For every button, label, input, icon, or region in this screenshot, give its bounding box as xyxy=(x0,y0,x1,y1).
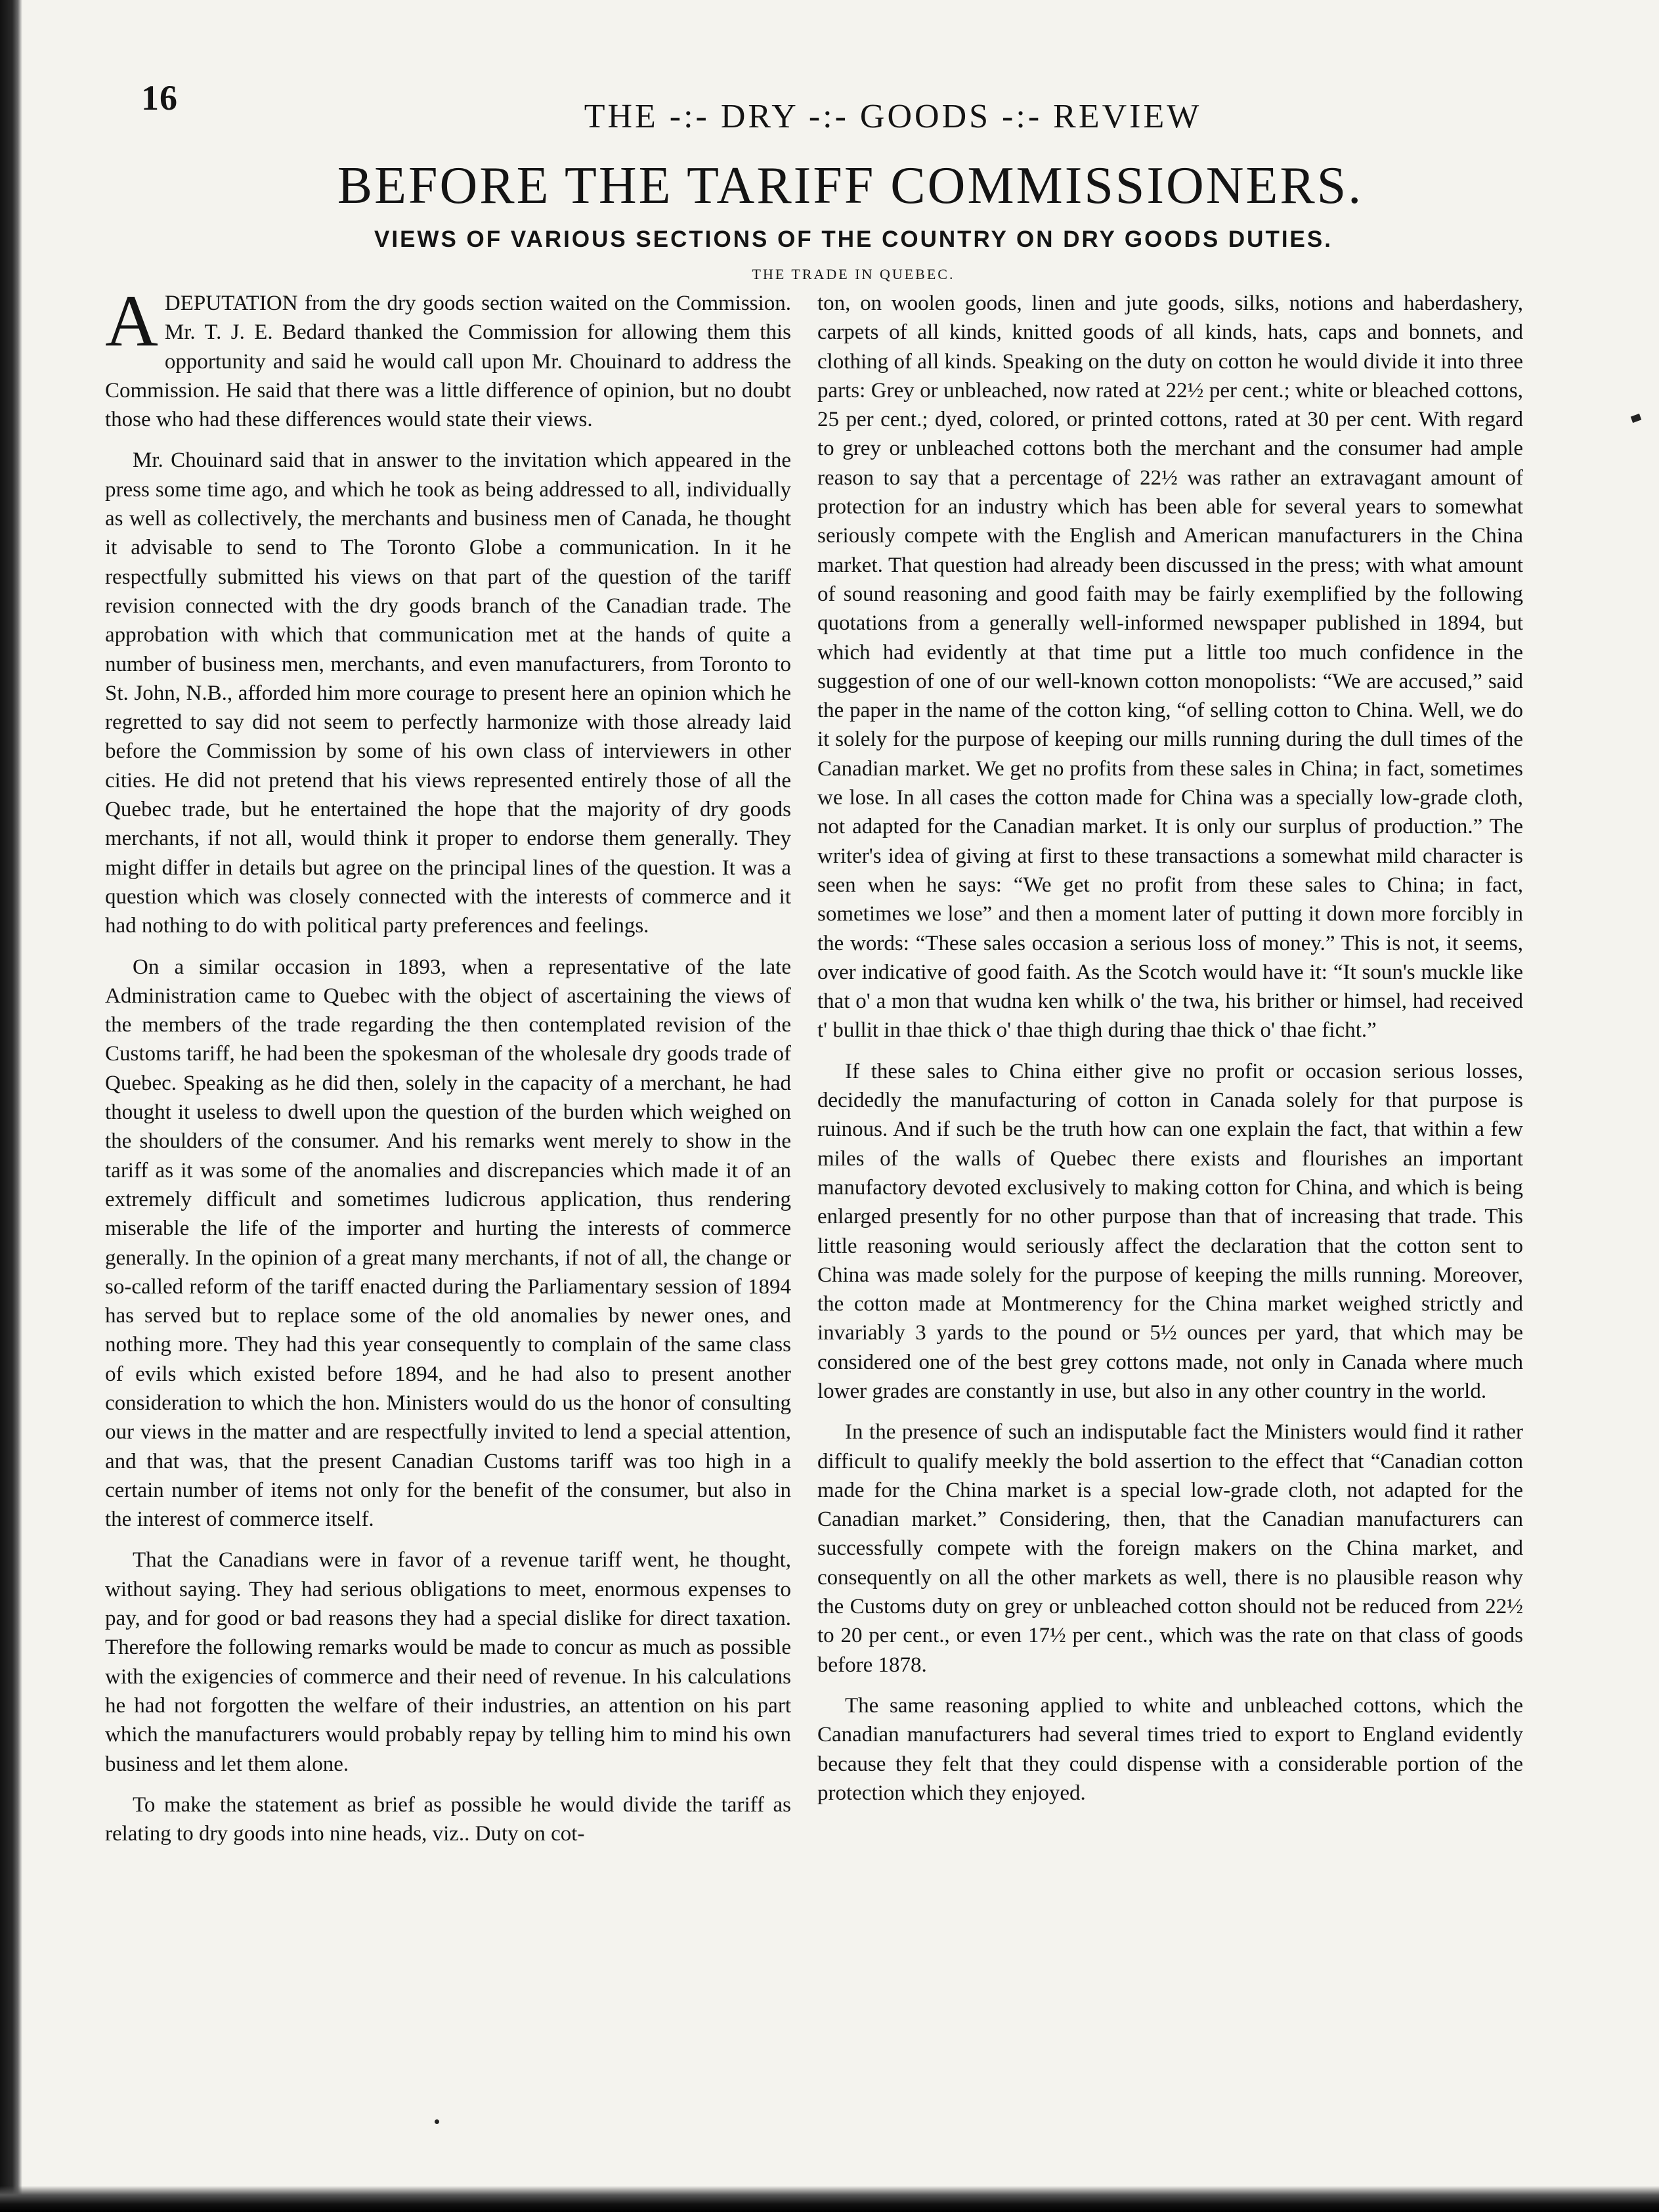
scan-speck xyxy=(1631,414,1642,423)
paragraph-1-text: DEPUTATION from the dry goods section waited on the Commission. Mr. T. J. E. Bedard thanked the Commission for allowing them this opportunity and said he would call upon Mr. Chouinard to address the Commission. He said that there was a little difference of opinion, but no doubt those who had these differences would state their views. xyxy=(105,292,791,432)
paragraph-3: On a similar occasion in 1893, when a representative of the late Administration came to Quebec with the object of ascertaining the views of the members of the trade regarding the then contemplated revision of the Customs tariff, he had been the spokesman of the wholesale dry goods trade of Quebec. Speaking as he did then, solely in the capacity of a merchant, he had thought it useless to dwell upon the question of the burden which weighed on the shoulders of the consumer. And his remarks went merely to show in the tariff as it was some of the anomalies and discrepancies which made it of an extremely difficult and sometimes ludicrous application, thus rendering miserable the life of the importer and hurting the interests of commerce generally. In the opinion of a great many merchants, if not of all, the change or so-called reform of the tariff enacted during the Parliamentary session of 1894 has served but to replace some of the old anomalies by newer ones, and nothing more. They had this year consequently to complain of the same class of evils which existed before 1894, and he had also to present another consideration to which the hon. Ministers would do us the honor of consulting our views in the matter and are respectfully invited to lend a special attention, and that was, that the present Canadian Customs tariff was too high in a certain number of items not only for the benefit of the consumer, but also in the interest of commerce itself. xyxy=(105,955,791,1532)
scan-bottom-edge xyxy=(0,2186,1659,2212)
masthead: THE -:- DRY -:- GOODS -:- REVIEW xyxy=(584,98,1202,135)
scan-left-edge xyxy=(0,0,22,2212)
paragraph-1 xyxy=(105,280,791,434)
section-heading: THE TRADE IN QUEBEC. xyxy=(752,266,955,282)
dropcap: A xyxy=(105,280,158,362)
article-subhead: VIEWS OF VARIOUS SECTIONS OF THE COUNTRY ON DRY GOODS DUTIES. xyxy=(374,227,1333,252)
article-headline: BEFORE THE TARIFF COMMISSIONERS. xyxy=(337,157,1364,215)
paragraph-7: If these sales to China either give no profit or occasion serious losses, decidedly the manufacturing of cotton in Canada solely for that purpose is ruinous. And if such be the truth how can one explain the fact, that within a few miles of the walls of Quebec there exists and flourishes an important manufactory devoted exclusively to making cotton for China, and which is being enlarged presently for no other purpose than that of increasing that trade. This little reasoning would seriously affect the declaration that the cotton sent to China was made solely for the purpose of keeping the mills running. Moreover, the cotton made at Montmerency for the China market weighed strictly and invariably 3 yards to the pound or 5½ ounces per yard, that which may be considered one of the best grey cottons made, not only in Canada where much lower grades are constantly in use, but also in any other country in the world. xyxy=(817,1059,1523,1403)
paragraph-2: Mr. Chouinard said that in answer to the invitation which appeared in the press some time ago, and which he took as being addressed to all, individually as well as collectively, the merchants and business men of Canada, he thought it advisable to send to The Toronto Globe a communication. In it he respectfully submitted his views on that part of the question of the tariff revision connected with the dry goods branch of the Canadian trade. The approbation with which that communication met at the hands of quite a number of business men, merchants, and even manufacturers, from Toronto to St. John, N.B., afforded him more courage to present here an opinion which he regretted to say did not seem to perfectly harmonize with those already laid before the Commission by some of his own class of interviewers in other cities. He did not pretend that his views represented entirely those of all the Quebec trade, but he entertained the hope that the majority of dry goods merchants, if not all, would think it proper to endorse them generally. They might differ in details but agree on the principal lines of the question. It was a question which was closely connected with the interests of commerce and it had nothing to do with political party preferences and feelings. xyxy=(105,448,791,938)
right-column xyxy=(817,289,1523,1819)
paragraph-4: That the Canadians were in favor of a revenue tariff went, he thought, without saying. They had serious obligations to meet, enormous expenses to pay, and for good or bad reasons they had a special dislike for direct taxation. Therefore the following remarks would be made to concur as much as possible with the exigencies of commerce and their need of revenue. In his calculations he had not forgotten the welfare of their industries, an attention on his part which the manufacturers would probably repay by telling him to mind his own business and let them alone. xyxy=(105,1548,791,1776)
paragraph-6: ton, on woolen goods, linen and jute goods, silks, notions and haberdashery, carpets of all kinds, knitted goods of all kinds, hats, caps and bonnets, and clothing of all kinds. Speaking on the duty on cotton he would divide it into three parts: Grey or unbleached, now rated at 22½ per cent.; white or bleached cottons, 25 per cent.; dyed, colored, or printed cottons, rated at 30 per cent. With regard to grey or unbleached cottons both the merchant and the consumer had ample reason to say that a percentage of 22½ was rather an extravagant amount of protection for an industry which has been able for several years to somewhat seriously compete with the English and American manufacturers in the China market. That question had already been discussed in the press; with what amount of sound reasoning and good faith may be fairly exemplified by the following quotations from a generally well-informed newspaper published in 1894, but which had evidently at that time put a little too much confidence in the suggestion of one of our well-known cotton monopolists: “We are accused,” said the paper in the name of the cotton king, “of selling cotton to China. Well, we do it solely for the purpose of keeping our mills running during the dull times of the Canadian market. We get no profits from these sales in China; in fact, sometimes we lose. In all cases the cotton made for China was a specially low-grade cloth, not adapted for the Canadian market. It is only our surplus of production.” The writer's idea of giving at first to these transactions a somewhat mild character is seen when he says: “We get no profit from these sales to China; in fact, sometimes we lose” and then a moment later of putting it down more forcibly in the words: “These sales occasion a serious loss of money.” This is not, it seems, over indicative of good faith. As the Scotch would have it: “It soun's muckle like that o' a mon that wudna ken whilk o' the twa, his brither or himsel, had received t' bullit in thae thick o' thae thigh during thae thick o' thae ficht.” xyxy=(817,292,1523,1043)
left-column xyxy=(105,280,791,1860)
page-number: 16 xyxy=(141,78,178,118)
paragraph-5: To make the statement as brief as possible he would divide the tariff as relating to dry goods into nine heads, viz.. Duty on cot- xyxy=(105,1792,791,1846)
column-end-mark xyxy=(435,2119,439,2124)
paragraph-9: The same reasoning applied to white and unbleached cottons, which the Canadian manufacturers had several times tried to export to England evidently because they felt that they could dispense with a considerable portion of the protection which they enjoyed. xyxy=(817,1693,1523,1805)
paragraph-8: In the presence of such an indisputable fact the Ministers would find it rather difficult to qualify meekly the bold assertion to the effect that “Canadian cotton made for the China market is a special low-grade cloth, not adapted for the Canadian market.” Considering, then, that the Canadian manufacturers can successfully compete with the foreign makers on the China market, and consequently on all the other markets as well, there is no plausible reason why the Customs duty on grey or unbleached cotton should not be reduced from 22½ to 20 per cent., or even 17½ per cent., which was the rate on that class of goods before 1878. xyxy=(817,1420,1523,1677)
